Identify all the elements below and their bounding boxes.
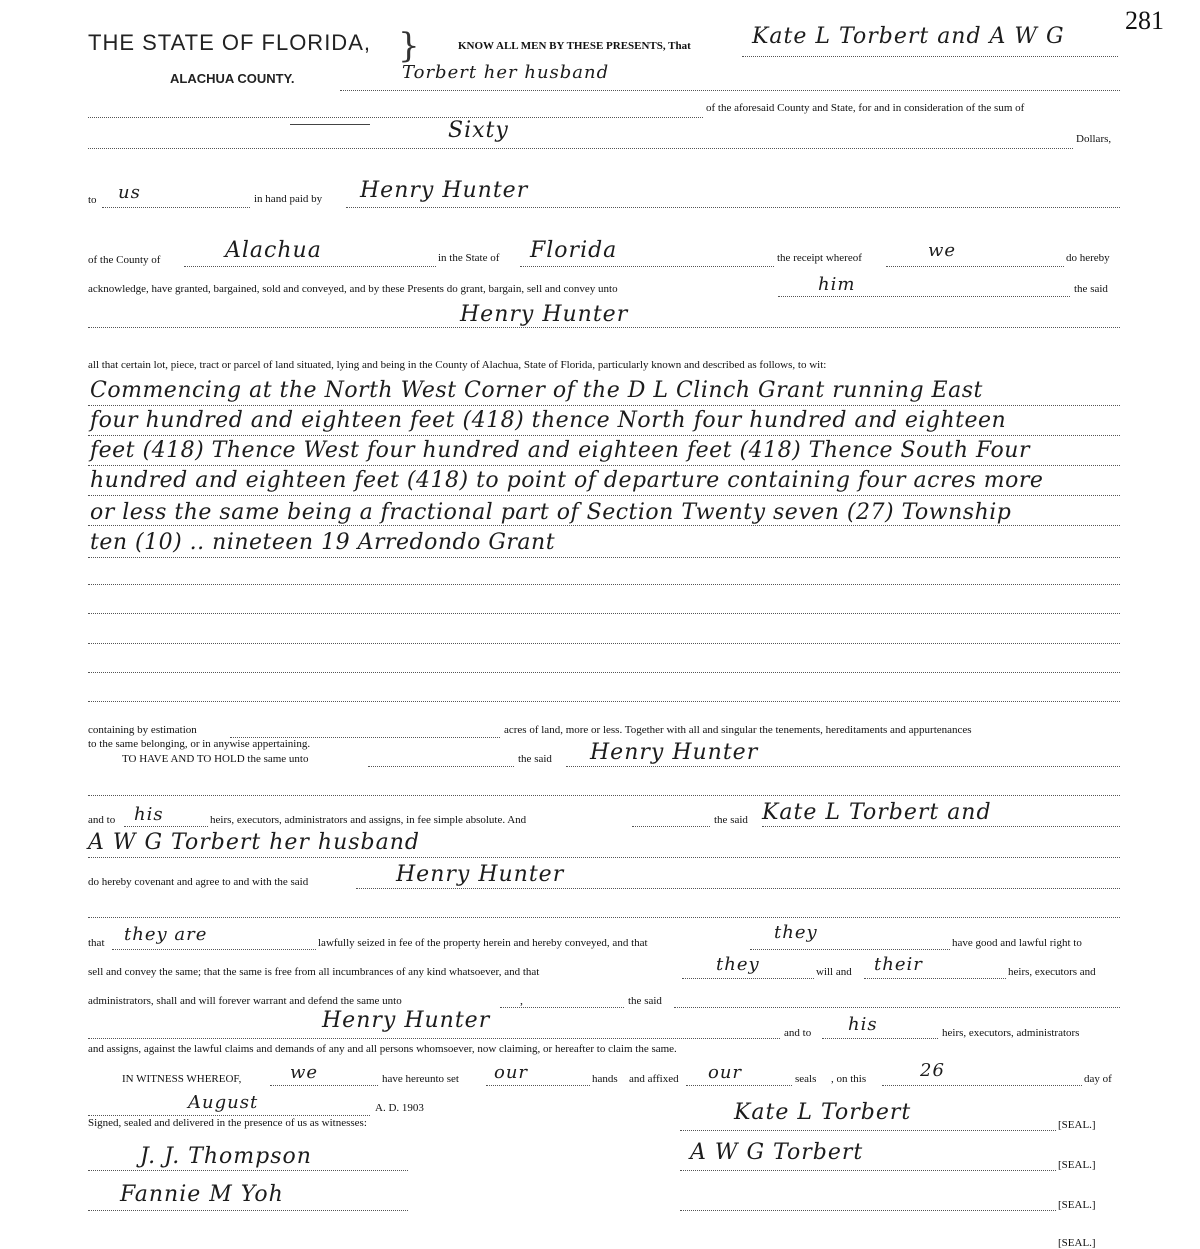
that-label: that	[88, 937, 105, 949]
seal-label: [SEAL.]	[1058, 1237, 1096, 1249]
day-of-text: day of	[1084, 1073, 1112, 1085]
grantor-line2: Torbert her husband	[402, 62, 610, 83]
header-brace: }	[398, 26, 420, 66]
do-hereby-text: do hereby	[1066, 252, 1110, 264]
affixed-value: our	[708, 1062, 743, 1083]
good-right-text: have good and lawful right to	[952, 937, 1082, 949]
witness-value: we	[290, 1062, 319, 1083]
day-value: 26	[920, 1060, 945, 1081]
land-intro: all that certain lot, piece, tract or parcel of land situated, lying and being in the County of Alachua, State of Florida, particularly known and described as follows, to wit:	[88, 359, 827, 371]
seal-label: [SEAL.]	[1058, 1119, 1096, 1131]
heirs-admins-text: heirs, executors, administrators	[942, 1027, 1080, 1039]
warranty-grantee: Henry Hunter	[322, 1008, 491, 1033]
signed-text: Signed, sealed and delivered in the presence of us as witnesses:	[88, 1117, 367, 1129]
to-have-text: TO HAVE AND TO HOLD the same unto	[122, 753, 309, 765]
amount-value: Sixty	[448, 118, 509, 143]
belonging-text: to the same belonging, or in anywise appertaining.	[88, 738, 311, 750]
witness1-signature: J. J. Thompson	[140, 1144, 312, 1169]
will-value: their	[874, 954, 923, 975]
heirs-exec-text: heirs, executors and	[1008, 966, 1096, 978]
county-title: ALACHUA COUNTY.	[170, 71, 295, 86]
description-line: four hundred and eighteen feet (418) thence North four hundred and eighteen	[90, 408, 1007, 433]
affixed-text: and affixed	[629, 1073, 679, 1085]
seized-text: lawfully seized in fee of the property herein and hereby conveyed, and that	[318, 937, 648, 949]
unto-value: him	[818, 274, 856, 295]
heirs-text: heirs, executors, administrators and assigns, in fee simple absolute. And	[210, 814, 527, 826]
grantee-value: Henry Hunter	[460, 302, 629, 327]
payer-value: Henry Hunter	[360, 178, 529, 203]
in-hand-text: in hand paid by	[254, 193, 323, 205]
grantor2-signature: A W G Torbert	[690, 1140, 864, 1165]
seized-value: they	[774, 922, 818, 943]
acres-text: acres of land, more or less. Together with all and singular the tenements, hereditaments and appurtenances	[504, 724, 972, 736]
dollars-text: Dollars,	[1076, 133, 1112, 145]
habendum-grantor-line1: Kate L Torbert and	[762, 800, 992, 825]
set-value: our	[494, 1062, 529, 1083]
description-line: feet (418) Thence West four hundred and eighteen feet (418) Thence South Four	[90, 438, 1030, 463]
description-line: hundred and eighteen feet (418) to point of departure containing four acres more	[90, 468, 1044, 493]
that-value: they are	[124, 924, 208, 945]
the-said-text: the said	[1074, 283, 1108, 295]
warranty-and-to: and to	[784, 1027, 812, 1039]
hands-text: hands	[592, 1073, 618, 1085]
description-line: ten (10) .. nineteen 19 Arredondo Grant	[90, 530, 556, 555]
dash-mark	[290, 124, 370, 125]
state-value: Florida	[530, 238, 618, 263]
in-witness-text: IN WITNESS WHEREOF,	[122, 1073, 242, 1085]
and-to-label: and to	[88, 814, 116, 826]
description-line: or less the same being a fractional part of Section Twenty seven (27) Township	[90, 500, 1012, 525]
covenant-text: do hereby covenant and agree to and with the said	[88, 876, 309, 888]
county-label: of the County of	[88, 254, 161, 266]
seal-label: [SEAL.]	[1058, 1199, 1096, 1211]
witness2-signature: Fannie M Yoh	[120, 1182, 284, 1207]
ad-text: A. D. 1903	[375, 1102, 424, 1114]
month-value: August	[188, 1092, 259, 1113]
admins-text: administrators, shall and will forever warrant and defend the same unto	[88, 995, 402, 1007]
grantor-line1: Kate L Torbert and A W G	[752, 24, 1065, 49]
county-value: Alachua	[225, 238, 322, 263]
have-set-text: have hereunto set	[382, 1073, 459, 1085]
and-to-value: his	[134, 804, 164, 825]
grantor1-signature: Kate L Torbert	[734, 1100, 912, 1125]
the-said-label-2: the said	[714, 814, 748, 826]
aforesaid-text: of the aforesaid County and State, for and in consideration of the sum of	[706, 102, 1025, 114]
seal-label: [SEAL.]	[1058, 1159, 1096, 1171]
warranty-the-said: the said	[628, 995, 662, 1007]
habendum-grantee: Henry Hunter	[590, 740, 759, 765]
will-and-text: will and	[816, 966, 852, 978]
know-all-text: KNOW ALL MEN BY THESE PRESENTS, That	[458, 40, 691, 52]
receipt-label: the receipt whereof	[777, 252, 862, 264]
state-label: in the State of	[438, 252, 500, 264]
description-line: Commencing at the North West Corner of the D L Clinch Grant running East	[90, 378, 983, 403]
assigns-text: and assigns, against the lawful claims and demands of any and all persons whomsoever, now claiming, or hereafter to claim the same.	[88, 1043, 677, 1055]
sell-value: they	[716, 954, 760, 975]
on-this-text: , on this	[831, 1073, 867, 1085]
the-said-label: the said	[518, 753, 552, 765]
to-label: to	[88, 194, 97, 206]
containing-text: containing by estimation	[88, 724, 197, 736]
page-number: 281	[1125, 6, 1164, 35]
receipt-value: we	[928, 240, 957, 261]
to-value: us	[118, 182, 141, 203]
sell-text: sell and convey the same; that the same is free from all incumbrances of any kind whatsoever, and that	[88, 966, 540, 978]
habendum-grantor-line2: A W G Torbert her husband	[88, 830, 421, 855]
state-title: THE STATE OF FLORIDA,	[88, 30, 371, 55]
admins-value: ,	[520, 993, 523, 1007]
seal-text: seals	[795, 1073, 817, 1085]
covenant-value: Henry Hunter	[396, 862, 565, 887]
grant-text: acknowledge, have granted, bargained, sold and conveyed, and by these Presents do grant, bargain, sell and convey unto	[88, 283, 618, 295]
warranty-and-to-value: his	[848, 1014, 878, 1035]
